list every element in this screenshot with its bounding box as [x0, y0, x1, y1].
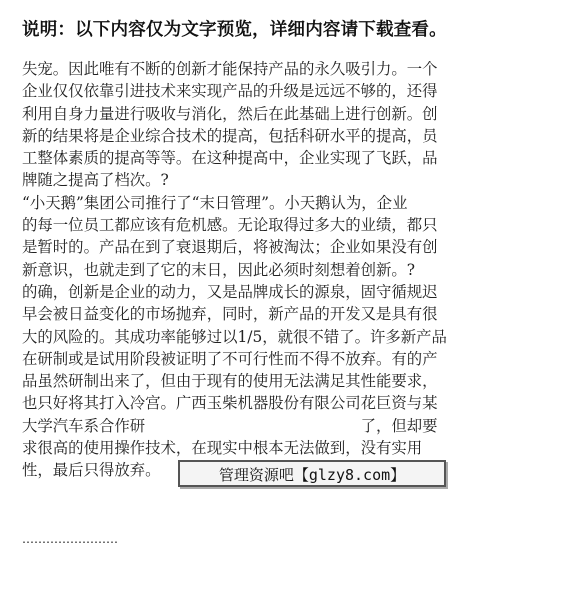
text-line: 牌随之提高了档次。?: [22, 171, 169, 190]
text-line: 是暂时的。产品在到了衰退期后，将被淘汰；企业如果没有创: [22, 238, 438, 257]
text-line: 新意识，也就走到了它的末日，因此必须时刻想着创新。?: [22, 260, 416, 279]
text-line: 的每一位员工都应该有危机感。无论取得过多大的业绩，都只: [22, 216, 438, 235]
continuation-ellipsis: ……………………: [22, 532, 118, 546]
preview-notice: 说明：以下内容仅为文字预览，详细内容请下载查看。: [22, 20, 447, 40]
text-line: 新的结果将是企业综合技术的提高，包括科研水平的提高，员: [22, 126, 438, 145]
text-line: 企业仅仅依靠引进技术来实现产品的升级是远远不够的，还得: [22, 82, 438, 101]
text-line: “小天鹅”集团公司推行了“末日管理”。小天鹅认为，企业: [22, 193, 408, 212]
watermark-banner: 管理资源吧【glzy8.com】: [178, 460, 446, 487]
text-line: 性，最后只得放弃。: [22, 461, 161, 480]
text-line: 利用自身力量进行吸收与消化，然后在此基础上进行创新。创: [22, 104, 438, 123]
text-line: 也只好将其打入冷宫。广西玉柴机器股份有限公司花巨资与某: [22, 394, 438, 413]
text-line: 大学汽车系合作研 了，但却要: [22, 416, 438, 435]
text-line: 求很高的使用操作技术，在现实中根本无法做到，没有实用: [22, 439, 423, 458]
text-line: 早会被日益变化的市场抛弃，同时，新产品的开发又是具有很: [22, 305, 438, 324]
text-line: 的确，创新是企业的动力，又是品牌成长的源泉，固守循规迟: [22, 282, 438, 301]
text-line: 品虽然研制出来了，但由于现有的使用无法满足其性能要求，: [22, 372, 438, 391]
text-line: 在研制或是试用阶段被证明了不可行性而不得不放弃。有的产: [22, 349, 438, 368]
document-body: [22, 58, 552, 482]
text-line: 大的风险的。其成功率能够过以1/5，就很不错了。许多新产品: [22, 327, 447, 346]
text-line: 失宠。因此唯有不断的创新才能保持产品的永久吸引力。一个: [22, 60, 438, 78]
text-line: 工整体素质的提高等等。在这种提高中，企业实现了飞跃，品: [22, 149, 438, 168]
